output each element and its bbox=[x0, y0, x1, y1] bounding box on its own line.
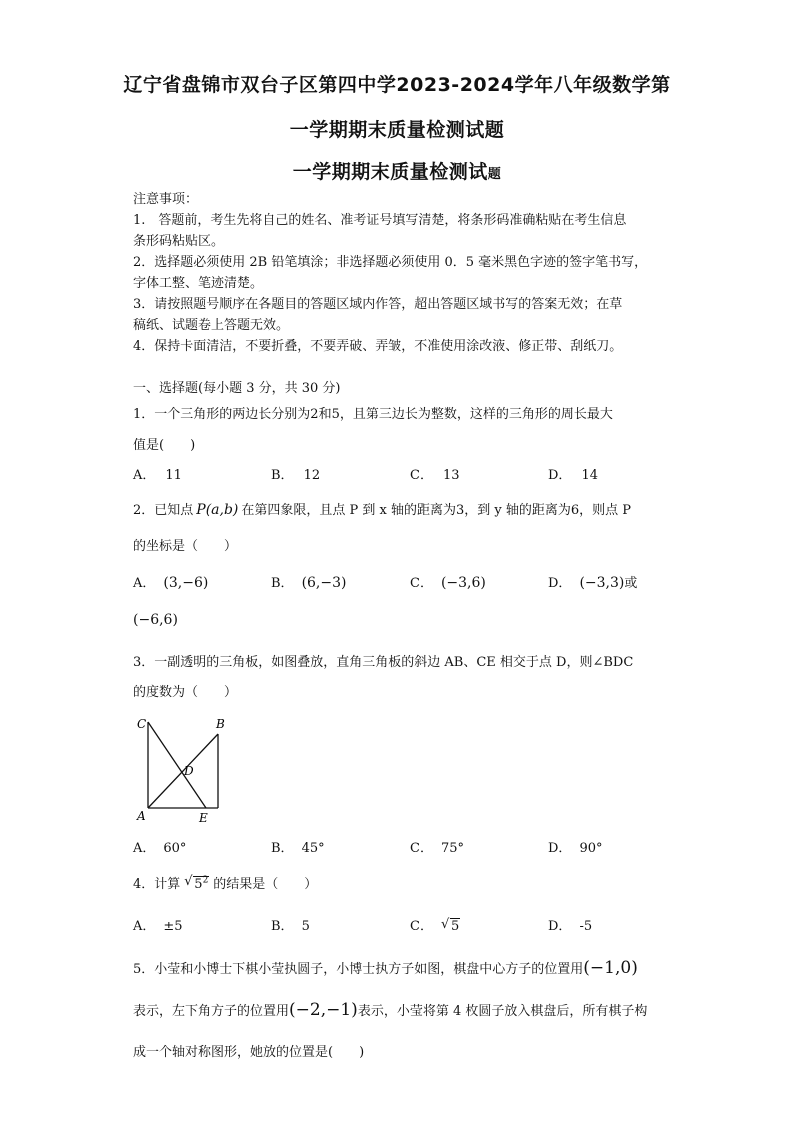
q1-option-b[interactable] bbox=[271, 464, 320, 483]
option-value: (−3,3) bbox=[579, 575, 625, 591]
option-label: D． bbox=[548, 576, 572, 591]
option-value: 90° bbox=[579, 841, 603, 856]
option-label: A． bbox=[133, 919, 156, 934]
option-value: 14 bbox=[581, 468, 598, 483]
exam-title-line3 bbox=[0, 157, 794, 184]
question-2-line2: 的坐标是（ ） bbox=[133, 539, 238, 554]
q4-text-a: 4．计算 bbox=[133, 877, 181, 892]
radical-sign-icon: √ bbox=[184, 873, 193, 889]
q4-exponent: 2 bbox=[202, 875, 209, 886]
q3-option-b[interactable] bbox=[271, 837, 325, 856]
question-4-line1 bbox=[133, 873, 317, 892]
option-value: (−3,6) bbox=[440, 575, 486, 591]
q4-option-b[interactable] bbox=[271, 915, 310, 934]
q3-option-a[interactable] bbox=[133, 837, 186, 856]
exam-title-line3-small: 题 bbox=[487, 167, 502, 182]
notice-item3-line2: 稿纸、试题卷上答题无效。 bbox=[133, 318, 290, 333]
q3-option-c[interactable] bbox=[410, 837, 464, 856]
q2-option-a[interactable] bbox=[133, 572, 208, 591]
notice-heading: 注意事项： bbox=[133, 192, 199, 207]
option-label: D． bbox=[548, 919, 572, 934]
notice-item2-line1: 2．选择题必须使用 2B 铅笔填涂；非选择题必须使用 0．5 毫米黑色字迹的签字笔书写， bbox=[133, 255, 648, 270]
option-label: A． bbox=[133, 468, 156, 483]
option-label: D． bbox=[548, 841, 572, 856]
question-5-line3: 成一个轴对称图形，她放的位置是( ) bbox=[133, 1045, 365, 1060]
q1-option-a[interactable] bbox=[133, 464, 182, 483]
segment-CE bbox=[148, 722, 206, 808]
label-E: E bbox=[199, 811, 208, 825]
notice-item1-line2: 条形码粘贴区。 bbox=[133, 234, 225, 249]
q4-option-a[interactable] bbox=[133, 915, 183, 934]
q4-option-c[interactable] bbox=[410, 915, 460, 934]
label-B: B bbox=[216, 717, 225, 731]
q1-side-b: 5 bbox=[331, 407, 340, 422]
q5-text-b: 表示，左下角方子的位置用 bbox=[133, 1004, 290, 1019]
q2-text-b: 在第四象限，且点 P 到 x 轴的距离为3，到 y 轴的距离为6，则点 P bbox=[241, 503, 632, 518]
q1-option-c[interactable] bbox=[410, 464, 460, 483]
q4-sqrt-expression bbox=[184, 873, 209, 892]
q5-text-c: 表示，小莹将第 4 枚圆子放入棋盘后，所有棋子构 bbox=[357, 1004, 648, 1019]
option-label: A． bbox=[133, 576, 156, 591]
option-value: 60° bbox=[163, 841, 187, 856]
q4-radicand: 5 bbox=[194, 877, 203, 892]
q1-text-a: 1．一个三角形的两边长分别为 bbox=[133, 407, 311, 422]
exam-title-line1: 辽宁省盘锦市双台子区第四中学2023-2024学年八年级数学第 bbox=[123, 74, 671, 96]
segment-AB bbox=[148, 734, 218, 808]
option-value: 13 bbox=[442, 468, 460, 483]
option-value: (3,−6) bbox=[163, 575, 209, 591]
option-label: B． bbox=[271, 841, 294, 856]
question-3-line2: 的度数为（ ） bbox=[133, 685, 238, 700]
q1-text-c: ，且第三边长为整数，这样的三角形的周长最大 bbox=[339, 407, 613, 422]
option-value: 11 bbox=[165, 468, 182, 483]
option-value: ±5 bbox=[163, 919, 183, 934]
option-value: 5 bbox=[450, 919, 460, 934]
section-heading: 一、选择题(每小题 3 分，共 30 分) bbox=[133, 381, 341, 396]
option-label: B． bbox=[271, 468, 294, 483]
q1-side-a: 2 bbox=[310, 407, 319, 422]
q2-point: P(a,b) bbox=[196, 502, 239, 518]
triangle-figure bbox=[128, 712, 238, 827]
label-C: C bbox=[137, 717, 147, 731]
question-3-line1: 3．一副透明的三角板，如图叠放，直角三角板的斜边 AB、CE 相交于点 D，则∠BDC bbox=[133, 655, 634, 670]
option-label: C． bbox=[410, 919, 433, 934]
option-label: D． bbox=[548, 468, 572, 483]
q2-option-d-continued bbox=[133, 612, 178, 628]
q4-option-d[interactable] bbox=[548, 915, 592, 934]
notice-item3-line1: 3．请按照题号顺序在各题目的答题区域内作答，超出答题区域书写的答案无效；在草 bbox=[133, 297, 623, 312]
q3-option-d[interactable] bbox=[548, 837, 602, 856]
q4-text-b: 的结果是（ ） bbox=[213, 877, 318, 892]
option-label: C． bbox=[410, 468, 433, 483]
exam-title-line2: 一学期期末质量检测试题 bbox=[289, 119, 505, 141]
option-value: 12 bbox=[303, 468, 321, 483]
option-value: 5 bbox=[301, 919, 310, 934]
q1-option-d[interactable] bbox=[548, 464, 598, 483]
q5-text-a: 5．小莹和小博士下棋小莹执圆子，小博士执方子如图，棋盘中心方子的位置用 bbox=[133, 962, 584, 977]
q5-coord-bottom-left: (−2,−1) bbox=[289, 1000, 358, 1020]
question-1-line2: 值是( ) bbox=[133, 438, 196, 453]
option-or: 或 bbox=[624, 576, 638, 591]
option-label: C． bbox=[410, 841, 433, 856]
option-value: 75° bbox=[440, 841, 464, 856]
label-D: D bbox=[184, 764, 194, 778]
q5-coord-center: (−1,0) bbox=[583, 958, 638, 978]
option-value: -5 bbox=[579, 919, 593, 934]
q2-text-a: 2．已知点 bbox=[133, 503, 194, 518]
option-value: (−6,6) bbox=[133, 612, 178, 628]
question-1-line1 bbox=[133, 403, 613, 422]
option-label: A． bbox=[133, 841, 156, 856]
option-value: 45° bbox=[301, 841, 325, 856]
option-label: B． bbox=[271, 919, 294, 934]
notice-item1-line1: 1. 答题前，考生先将自己的姓名、准考证号填写清楚，将条形码准确粘贴在考生信息 bbox=[133, 213, 627, 228]
exam-title-line3-main: 一学期期末质量检测试 bbox=[292, 161, 488, 183]
question-2-line1 bbox=[133, 499, 631, 518]
q1-text-b: 和 bbox=[318, 407, 332, 422]
notice-item2-line2: 字体工整、笔迹清楚。 bbox=[133, 276, 264, 291]
label-A: A bbox=[137, 809, 146, 823]
option-label: B． bbox=[271, 576, 294, 591]
option-label: C． bbox=[410, 576, 433, 591]
option-value: (6,−3) bbox=[301, 575, 347, 591]
notice-item4: 4．保持卡面清洁，不要折叠，不要弄破、弄皱，不准使用涂改液、修正带、刮纸刀。 bbox=[133, 339, 623, 354]
question-5-line1 bbox=[133, 958, 638, 978]
radical-sign-icon: √ bbox=[440, 917, 450, 932]
q2-option-c[interactable] bbox=[410, 572, 486, 591]
q2-option-d[interactable] bbox=[548, 572, 637, 591]
q2-option-b[interactable] bbox=[271, 572, 346, 591]
option-sqrt-expression bbox=[441, 919, 460, 934]
question-5-line2 bbox=[133, 1000, 647, 1020]
